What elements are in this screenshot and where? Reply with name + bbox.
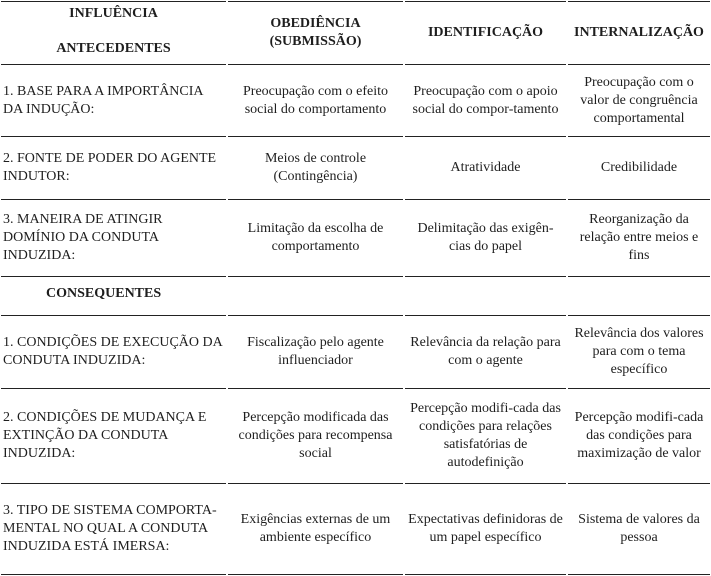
table-row bbox=[0, 483, 711, 575]
header-influencia bbox=[1, 1, 226, 64]
cell-internalizacao: Relevância dos valores para com o tema específico bbox=[568, 315, 710, 388]
cell-internalizacao: Sistema de valores da pessoa bbox=[568, 483, 710, 575]
table-row bbox=[0, 388, 711, 483]
consequentes-heading: CONSEQUENTES bbox=[1, 276, 226, 315]
row-label: 3. MANEIRA DE ATINGIR DOMÍNIO DA CONDUTA INDUZIDA: bbox=[1, 199, 226, 276]
cell-obediencia: Percepção modificada das condições para recompensa social bbox=[228, 388, 403, 483]
table-row bbox=[0, 315, 711, 388]
cell-internalizacao: Percepção modifi-cada das condições para maximização de valor bbox=[568, 388, 710, 483]
cell-internalizacao: Credibilidade bbox=[568, 136, 710, 199]
header-antecedentes-label: ANTECEDENTES bbox=[56, 41, 171, 56]
row-label: 2. CONDIÇÕES DE MUDANÇA E EXTINÇÃO DA CONDUTA INDUZIDA: bbox=[1, 388, 226, 483]
cell-identificacao: Atratividade bbox=[405, 136, 566, 199]
cell-identificacao: Relevância da relação para com o agente bbox=[405, 315, 566, 388]
row-label: 2. FONTE DE PODER DO AGENTE INDUTOR: bbox=[1, 136, 226, 199]
cell-identificacao: Percepção modifi-cada das condições para relações satisfatórias de autodefinição bbox=[405, 388, 566, 483]
table-row bbox=[0, 136, 711, 199]
cell-internalizacao: Reorganização da relação entre meios e fins bbox=[568, 199, 710, 276]
cell-obediencia: Preocupação com o efeito social do comportamento bbox=[228, 64, 403, 136]
cell-obediencia: Fiscalização pelo agente influenciador bbox=[228, 315, 403, 388]
row-label: 1. CONDIÇÕES DE EXECUÇÃO DA CONDUTA INDUZIDA: bbox=[1, 315, 226, 388]
header-influencia-label: INFLUÊNCIA bbox=[69, 6, 158, 21]
row-label: 3. TIPO DE SISTEMA COMPORTA-MENTAL NO QUAL A CONDUTA INDUZIDA ESTÁ IMERSA: bbox=[1, 483, 226, 575]
header-internalizacao: INTERNALIZAÇÃO bbox=[568, 1, 710, 64]
cell-identificacao: Preocupação com o apoio social do compor-tamento bbox=[405, 64, 566, 136]
cell-identificacao: Expectativas definidoras de um papel específico bbox=[405, 483, 566, 575]
cell-obediencia: Limitação da escolha de comportamento bbox=[228, 199, 403, 276]
table-row bbox=[0, 199, 711, 276]
cell-obediencia: Exigências externas de um ambiente específico bbox=[228, 483, 403, 575]
cell-obediencia: Meios de controle (Contingência) bbox=[228, 136, 403, 199]
cell-internalizacao: Preocupação com o valor de congruência comportamental bbox=[568, 64, 710, 136]
header-obediencia: OBEDIÊNCIA (SUBMISSÃO) bbox=[228, 1, 403, 64]
header-identificacao: IDENTIFICAÇÃO bbox=[405, 1, 566, 64]
table-row bbox=[0, 64, 711, 136]
consequentes-section-row bbox=[0, 276, 711, 315]
influence-table bbox=[0, 1, 711, 575]
row-label: 1. BASE PARA A IMPORTÂNCIA DA INDUÇÃO: bbox=[1, 64, 226, 136]
header-row bbox=[0, 1, 711, 64]
cell-identificacao: Delimitação das exigên-cias do papel bbox=[405, 199, 566, 276]
